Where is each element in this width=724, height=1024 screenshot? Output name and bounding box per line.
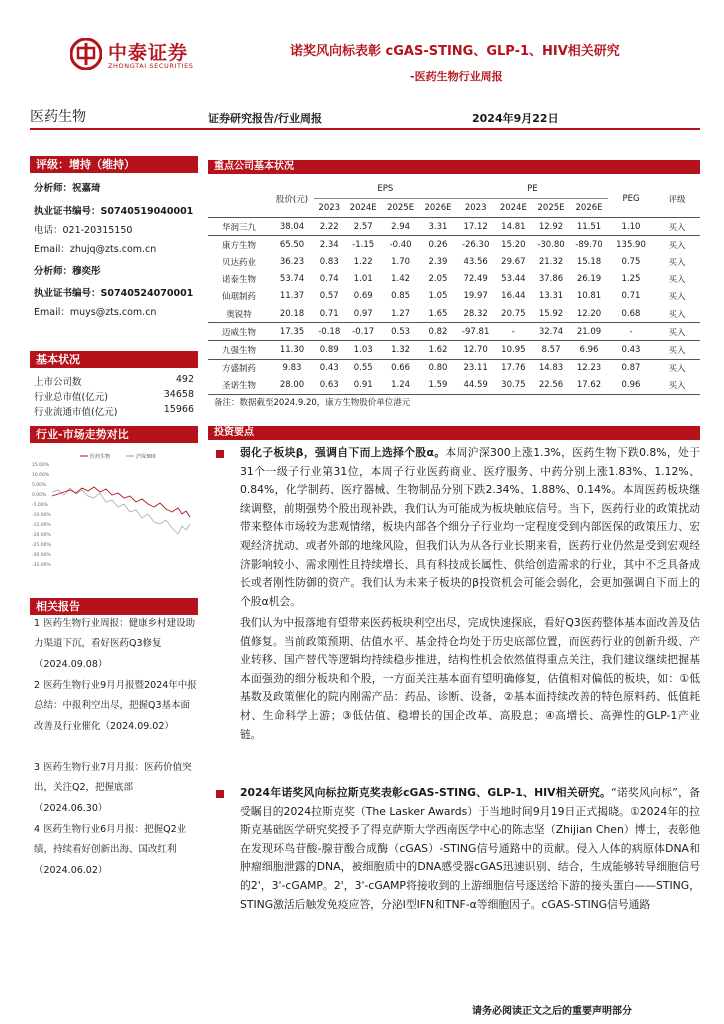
table-cell: 1.32 — [382, 341, 419, 359]
table-cell: 72.49 — [463, 274, 488, 285]
table-cell: 38.04 — [270, 218, 314, 236]
table-cell: 53.44 — [501, 274, 526, 285]
table-cell: 0.85 — [391, 291, 411, 302]
table-cell: 12.92 — [532, 218, 570, 236]
y-tick-label: -15.00% — [32, 523, 51, 528]
analyst-1-phone: 电话：021-20315150 — [34, 225, 133, 236]
table-cell: 29.67 — [501, 256, 526, 267]
table-cell: 买入 — [654, 218, 700, 236]
table-note: 备注：数据截至2024.9.20，康方生物股价单位港元 — [214, 398, 411, 408]
table-cell: 1.01 — [353, 274, 373, 285]
table-cell: 15.92 — [532, 305, 570, 323]
year-cell: 2026E — [570, 199, 608, 218]
table-cell: 15.20 — [501, 239, 526, 250]
table-cell: 135.90 — [616, 239, 646, 250]
table-cell: 0.57 — [319, 291, 339, 302]
table-cell: 2.39 — [428, 256, 448, 267]
table-cell: 28.32 — [457, 305, 495, 323]
company-name: 奥锐特 — [208, 305, 270, 323]
report-subtitle: -医药生物行业周报 — [410, 70, 503, 83]
table-cell: 0.83 — [319, 256, 339, 267]
year-cell: 2025E — [532, 199, 570, 218]
related-report[interactable]: 3 医药生物行业7月月报：医药价值突出，关注Q2，把握底部（2024.06.30） — [34, 762, 192, 814]
table-cell: - — [495, 323, 532, 341]
y-tick-label: -10.00% — [32, 513, 51, 518]
table-cell: 0.80 — [428, 363, 448, 374]
table-cell: 1.22 — [353, 256, 373, 267]
table-row — [208, 305, 700, 323]
table-cell: 0.91 — [344, 377, 381, 395]
table-cell: -30.80 — [537, 239, 565, 250]
table-cell: 买入 — [654, 305, 700, 323]
table-cell: 0.66 — [391, 363, 411, 374]
table-cell: 0.82 — [419, 323, 456, 341]
table-cell: 11.30 — [270, 341, 314, 359]
table-cell: 买入 — [654, 377, 700, 395]
company-table-bar: 重点公司基本状况 — [208, 160, 700, 174]
table-cell: 1.24 — [382, 377, 419, 395]
zhongtai-logo-icon — [70, 38, 102, 70]
table-row — [208, 236, 700, 254]
table-cell: 21.32 — [538, 256, 564, 267]
bullet-icon — [216, 450, 224, 458]
company-name: 康方生物 — [221, 240, 256, 251]
table-cell: 26.19 — [576, 274, 602, 285]
table-cell: 1.10 — [608, 218, 654, 236]
table-cell: 10.81 — [576, 291, 602, 302]
table-cell: 21.09 — [570, 323, 608, 341]
table-cell: 11.51 — [570, 218, 608, 236]
table-row — [208, 253, 700, 270]
table-cell: 9.83 — [282, 363, 302, 374]
report-title: 诺奖风向标表彰 cGAS-STING、GLP-1、HIV相关研究 — [290, 44, 620, 59]
company-table — [208, 180, 700, 395]
table-cell: 1.62 — [419, 341, 456, 359]
table-cell: 17.62 — [570, 377, 608, 395]
table-cell: 0.71 — [621, 291, 641, 302]
table-cell: 10.95 — [495, 341, 532, 359]
table-cell: 20.75 — [495, 305, 532, 323]
related-report[interactable]: 4 医药生物行业6月月报：把握Q2业绩，持续看好创新出海、国改红利（2024.06.02） — [34, 824, 187, 876]
table-cell: 14.83 — [538, 363, 564, 374]
table-cell: 43.56 — [463, 256, 488, 267]
year-cell: 2024E — [495, 199, 532, 218]
basic-status-bar: 基本状况 — [30, 351, 198, 368]
table-cell: 16.44 — [501, 291, 526, 302]
table-cell: -1.15 — [352, 239, 375, 250]
table-header-row — [208, 180, 700, 199]
table-cell: 17.35 — [270, 323, 314, 341]
basic-row: 上市公司数 492 — [34, 374, 194, 388]
table-cell: 0.26 — [428, 239, 448, 250]
table-cell: 44.59 — [457, 377, 495, 395]
table-cell: 30.75 — [495, 377, 532, 395]
table-cell: 3.31 — [419, 218, 456, 236]
table-cell: 0.87 — [621, 363, 641, 374]
bullet-icon — [216, 790, 224, 798]
table-cell: 0.71 — [314, 305, 344, 323]
table-cell: 12.20 — [570, 305, 608, 323]
table-cell: 23.11 — [463, 363, 488, 374]
table-cell: 买入 — [668, 257, 686, 268]
table-cell: 0.53 — [382, 323, 419, 341]
basic-row: 行业流通市值(亿元) 15966 — [34, 404, 194, 418]
table-cell: 0.89 — [314, 341, 344, 359]
table-cell: 36.23 — [279, 256, 305, 267]
invest-paragraph-2: 我们认为中报落地有望带来医药板块利空出尽，完成快速探底，看好Q3医药整体基本面改善及估值修复。当前政策预期、估值水平、基金持仓均处于历史底部位置，而医药行业的创新升级、产业转移、国产替代等逻辑均持续稳步推进，结构性机会依然值得重点关注，我们建议继续把握基本面强劲的细分板块和个股，一方面关注基本面有望明确修复，估值相对偏低的板块，如：①低基数及政策催化的院内刚需产品：药品、诊断、设备，②基本面持续改善的特色原料药、低值耗材、生命科学上游；③低估值、稳增长的国企改革、高股息；④高增长、高弹性的GLP-1产业链。 — [240, 616, 700, 741]
table-cell: - — [608, 323, 654, 341]
table-row — [208, 323, 700, 341]
company-name: 方盛制药 — [221, 364, 256, 375]
table-cell: 65.50 — [279, 239, 305, 250]
table-cell: 20.18 — [270, 305, 314, 323]
y-tick-label: -20.00% — [32, 533, 51, 538]
year-cell: 2023 — [314, 199, 344, 218]
col-peg: PEG — [608, 180, 654, 218]
year-cell: 2026E — [419, 199, 456, 218]
table-cell: 买入 — [654, 323, 700, 341]
table-cell: -0.17 — [344, 323, 381, 341]
company-name: 仙琚制药 — [221, 292, 256, 303]
company-name: 华润三九 — [208, 218, 270, 236]
table-cell: 19.97 — [463, 291, 488, 302]
table-cell: 买入 — [654, 341, 700, 359]
table-cell: -26.30 — [461, 239, 490, 250]
table-cell: 买入 — [668, 292, 686, 303]
col-price: 股价(元) — [270, 180, 314, 218]
table-cell: -97.81 — [457, 323, 495, 341]
table-cell: 2.34 — [319, 239, 339, 250]
table-cell: 2.05 — [428, 274, 448, 285]
table-cell: 0.97 — [344, 305, 381, 323]
legend-label: 沪深300 — [136, 454, 156, 460]
table-row — [208, 218, 700, 236]
table-cell: 2.57 — [344, 218, 381, 236]
rating-bar: 评级：增持（维持） — [30, 156, 198, 173]
table-cell: 1.59 — [419, 377, 456, 395]
related-report[interactable]: 2 医药生物行业9月月报暨2024年中报总结：中报利空出尽，把握Q3基本面改善及行业催化（2024.09.02） — [34, 680, 197, 732]
y-tick-label: 10.00% — [32, 473, 50, 478]
company-name: 诺泰生物 — [221, 275, 256, 286]
logo-text: 中泰证券 — [108, 42, 189, 64]
report-type: 证券研究报告/行业周报 — [208, 112, 323, 125]
table-cell: 买入 — [668, 240, 686, 251]
table-cell: 1.05 — [428, 291, 448, 302]
y-tick-label: -5.00% — [32, 503, 48, 508]
table-cell: 0.74 — [319, 274, 339, 285]
table-cell: 8.57 — [532, 341, 570, 359]
logo-english: ZHONGTAI SECURITIES — [108, 62, 194, 70]
table-cell: 2.22 — [314, 218, 344, 236]
table-cell: 1.25 — [621, 274, 641, 285]
trend-bar: 行业-市场走势对比 — [30, 426, 198, 443]
company-name: 迈威生物 — [208, 323, 270, 341]
y-tick-label: 0.00% — [32, 493, 47, 498]
table-cell: 1.70 — [391, 256, 411, 267]
y-tick-label: -30.00% — [32, 553, 51, 558]
table-cell: 0.55 — [353, 363, 373, 374]
y-tick-label: 15.00% — [32, 463, 50, 468]
table-cell: 32.74 — [532, 323, 570, 341]
series-pharma — [52, 487, 190, 517]
invest-paragraph-1: 弱化子板块β，强调自下而上选择个股α。本周沪深300上涨1.3%，医药生物下跌0.8%，处于31个一级子行业第31位，本周子行业医药商业、医疗服务、中药分别上涨1.83%、1.12%、0.84%，化学制药、医疗器械、生物制品分别下跌2.34%、1.88%、0.14%。本周医药板块继续调整，前期强势个股出现补跌，我们认为可能成为板块触底信号。当下，医药行业的政策扰动带来整体市场较为悲观情绪，板块内部各个细分子行业均一定程度受到内部医保的政策压力、宏观经济扰动、或者外部的地缘风险，但我们认为从各行业长期来看，医药行业仍然是受到宏观经济影响较小、需求刚性且持续增长、具有科技成长属性、供给创造需求的行业，其中不乏具备成长或者刚性防御的资产。我们认为未来子板块的β投资机会可能会弱化，会更加强调自下而上的个股α机会。 — [240, 446, 701, 608]
company-name: 贝达药业 — [221, 257, 256, 268]
table-cell: 0.43 — [319, 363, 339, 374]
invest-paragraph-3: 2024年诺奖风向标拉斯克奖表彰cGAS-STING、GLP-1、HIV相关研究。“诺奖风向标”，备受瞩目的2024拉斯克奖（The Lasker Awards）于当地时间9月19日正式揭晓。①2024年的拉斯克基础医学研究奖授予了得克萨斯大学西南医学中心的陈志坚（Zhijian Chen）博士，表彰他在发现环鸟苷酸-腺苷酸合成酶（cGAS）-STING信号通路中的贡献。侵入人体的病原体DNA和肿瘤细胞泄露的DNA，被细胞质中的DNA感受器cGAS迅速识别、结合，生成能够转导细胞信号的2'，3'-cGAMP。2'，3'-cGAMP将接收到的上游细胞信号逐送给下游的接头蛋白——STING，STING激活后触发免疫应答，分泌Ⅰ型IFN和TNF-α等细胞因子。cGAS-STING信号通路 — [240, 786, 700, 911]
y-tick-label: 5.00% — [32, 483, 47, 488]
company-name: 圣诺生物 — [208, 377, 270, 395]
table-cell: 2.94 — [382, 218, 419, 236]
table-cell: 37.86 — [538, 274, 564, 285]
y-tick-label: -35.00% — [32, 563, 51, 568]
year-cell: 2025E — [382, 199, 419, 218]
year-cell: 2024E — [344, 199, 381, 218]
table-cell: 0.63 — [314, 377, 344, 395]
table-cell: -0.18 — [314, 323, 344, 341]
basic-row: 行业总市值(亿元) 34658 — [34, 389, 194, 403]
table-row — [208, 271, 700, 288]
table-cell: 买入 — [668, 364, 686, 375]
table-cell: 0.75 — [621, 256, 641, 267]
table-cell: 1.03 — [344, 341, 381, 359]
table-cell: 53.74 — [279, 274, 305, 285]
table-cell: 1.65 — [419, 305, 456, 323]
col-eps: EPS — [314, 180, 457, 199]
table-cell: 22.56 — [532, 377, 570, 395]
analyst-2-email[interactable]: Email：muys@zts.com.cn — [34, 307, 157, 318]
table-row — [208, 359, 700, 377]
table-cell: 11.37 — [279, 291, 305, 302]
table-cell: 15.18 — [576, 256, 602, 267]
table-cell: 买入 — [668, 275, 686, 286]
analyst-1-cert: 执业证书编号：S0740519040001 — [34, 206, 194, 217]
footer-disclaimer: 请务必阅读正文之后的重要声明部分 — [472, 1006, 632, 1017]
table-cell: 13.31 — [538, 291, 564, 302]
table-cell: 17.76 — [501, 363, 526, 374]
col-pe: PE — [457, 180, 608, 199]
header-divider — [30, 128, 700, 130]
table-cell: 6.96 — [570, 341, 608, 359]
table-row — [208, 377, 700, 395]
table-cell: 28.00 — [270, 377, 314, 395]
table-cell: 12.70 — [457, 341, 495, 359]
related-report[interactable]: 1 医药生物行业周报：健康乡村建设助力渠道下沉，看好医药Q3修复（2024.09.08） — [34, 618, 196, 670]
table-cell: 0.43 — [608, 341, 654, 359]
table-cell: 17.12 — [457, 218, 495, 236]
trend-chart — [30, 452, 198, 574]
analyst-1-email[interactable]: Email：zhujq@zts.com.cn — [34, 244, 157, 255]
report-date: 2024年9月22日 — [472, 112, 559, 125]
table-cell: 0.69 — [353, 291, 373, 302]
sector-name: 医药生物 — [30, 109, 86, 125]
table-cell: 0.96 — [608, 377, 654, 395]
table-row — [208, 341, 700, 359]
table-cell: -89.70 — [575, 239, 603, 250]
analyst-1: 分析师：祝嘉琦 — [34, 183, 101, 194]
table-cell: -0.40 — [389, 239, 412, 250]
year-cell: 2023 — [457, 199, 495, 218]
table-cell: 0.68 — [608, 305, 654, 323]
table-cell: 14.81 — [495, 218, 532, 236]
company-name: 九强生物 — [208, 341, 270, 359]
table-row — [208, 288, 700, 305]
table-cell: 1.42 — [391, 274, 411, 285]
table-cell: 1.27 — [382, 305, 419, 323]
legend-label: 医药生物 — [90, 454, 111, 460]
analyst-2: 分析师：穆奕彤 — [34, 266, 101, 277]
invest-bar: 投资要点 — [208, 426, 700, 440]
related-bar: 相关报告 — [30, 598, 198, 615]
col-rating: 评级 — [654, 180, 700, 218]
y-tick-label: -25.00% — [32, 543, 51, 548]
analyst-2-cert: 执业证书编号：S0740524070001 — [34, 288, 194, 299]
table-cell: 12.23 — [576, 363, 602, 374]
